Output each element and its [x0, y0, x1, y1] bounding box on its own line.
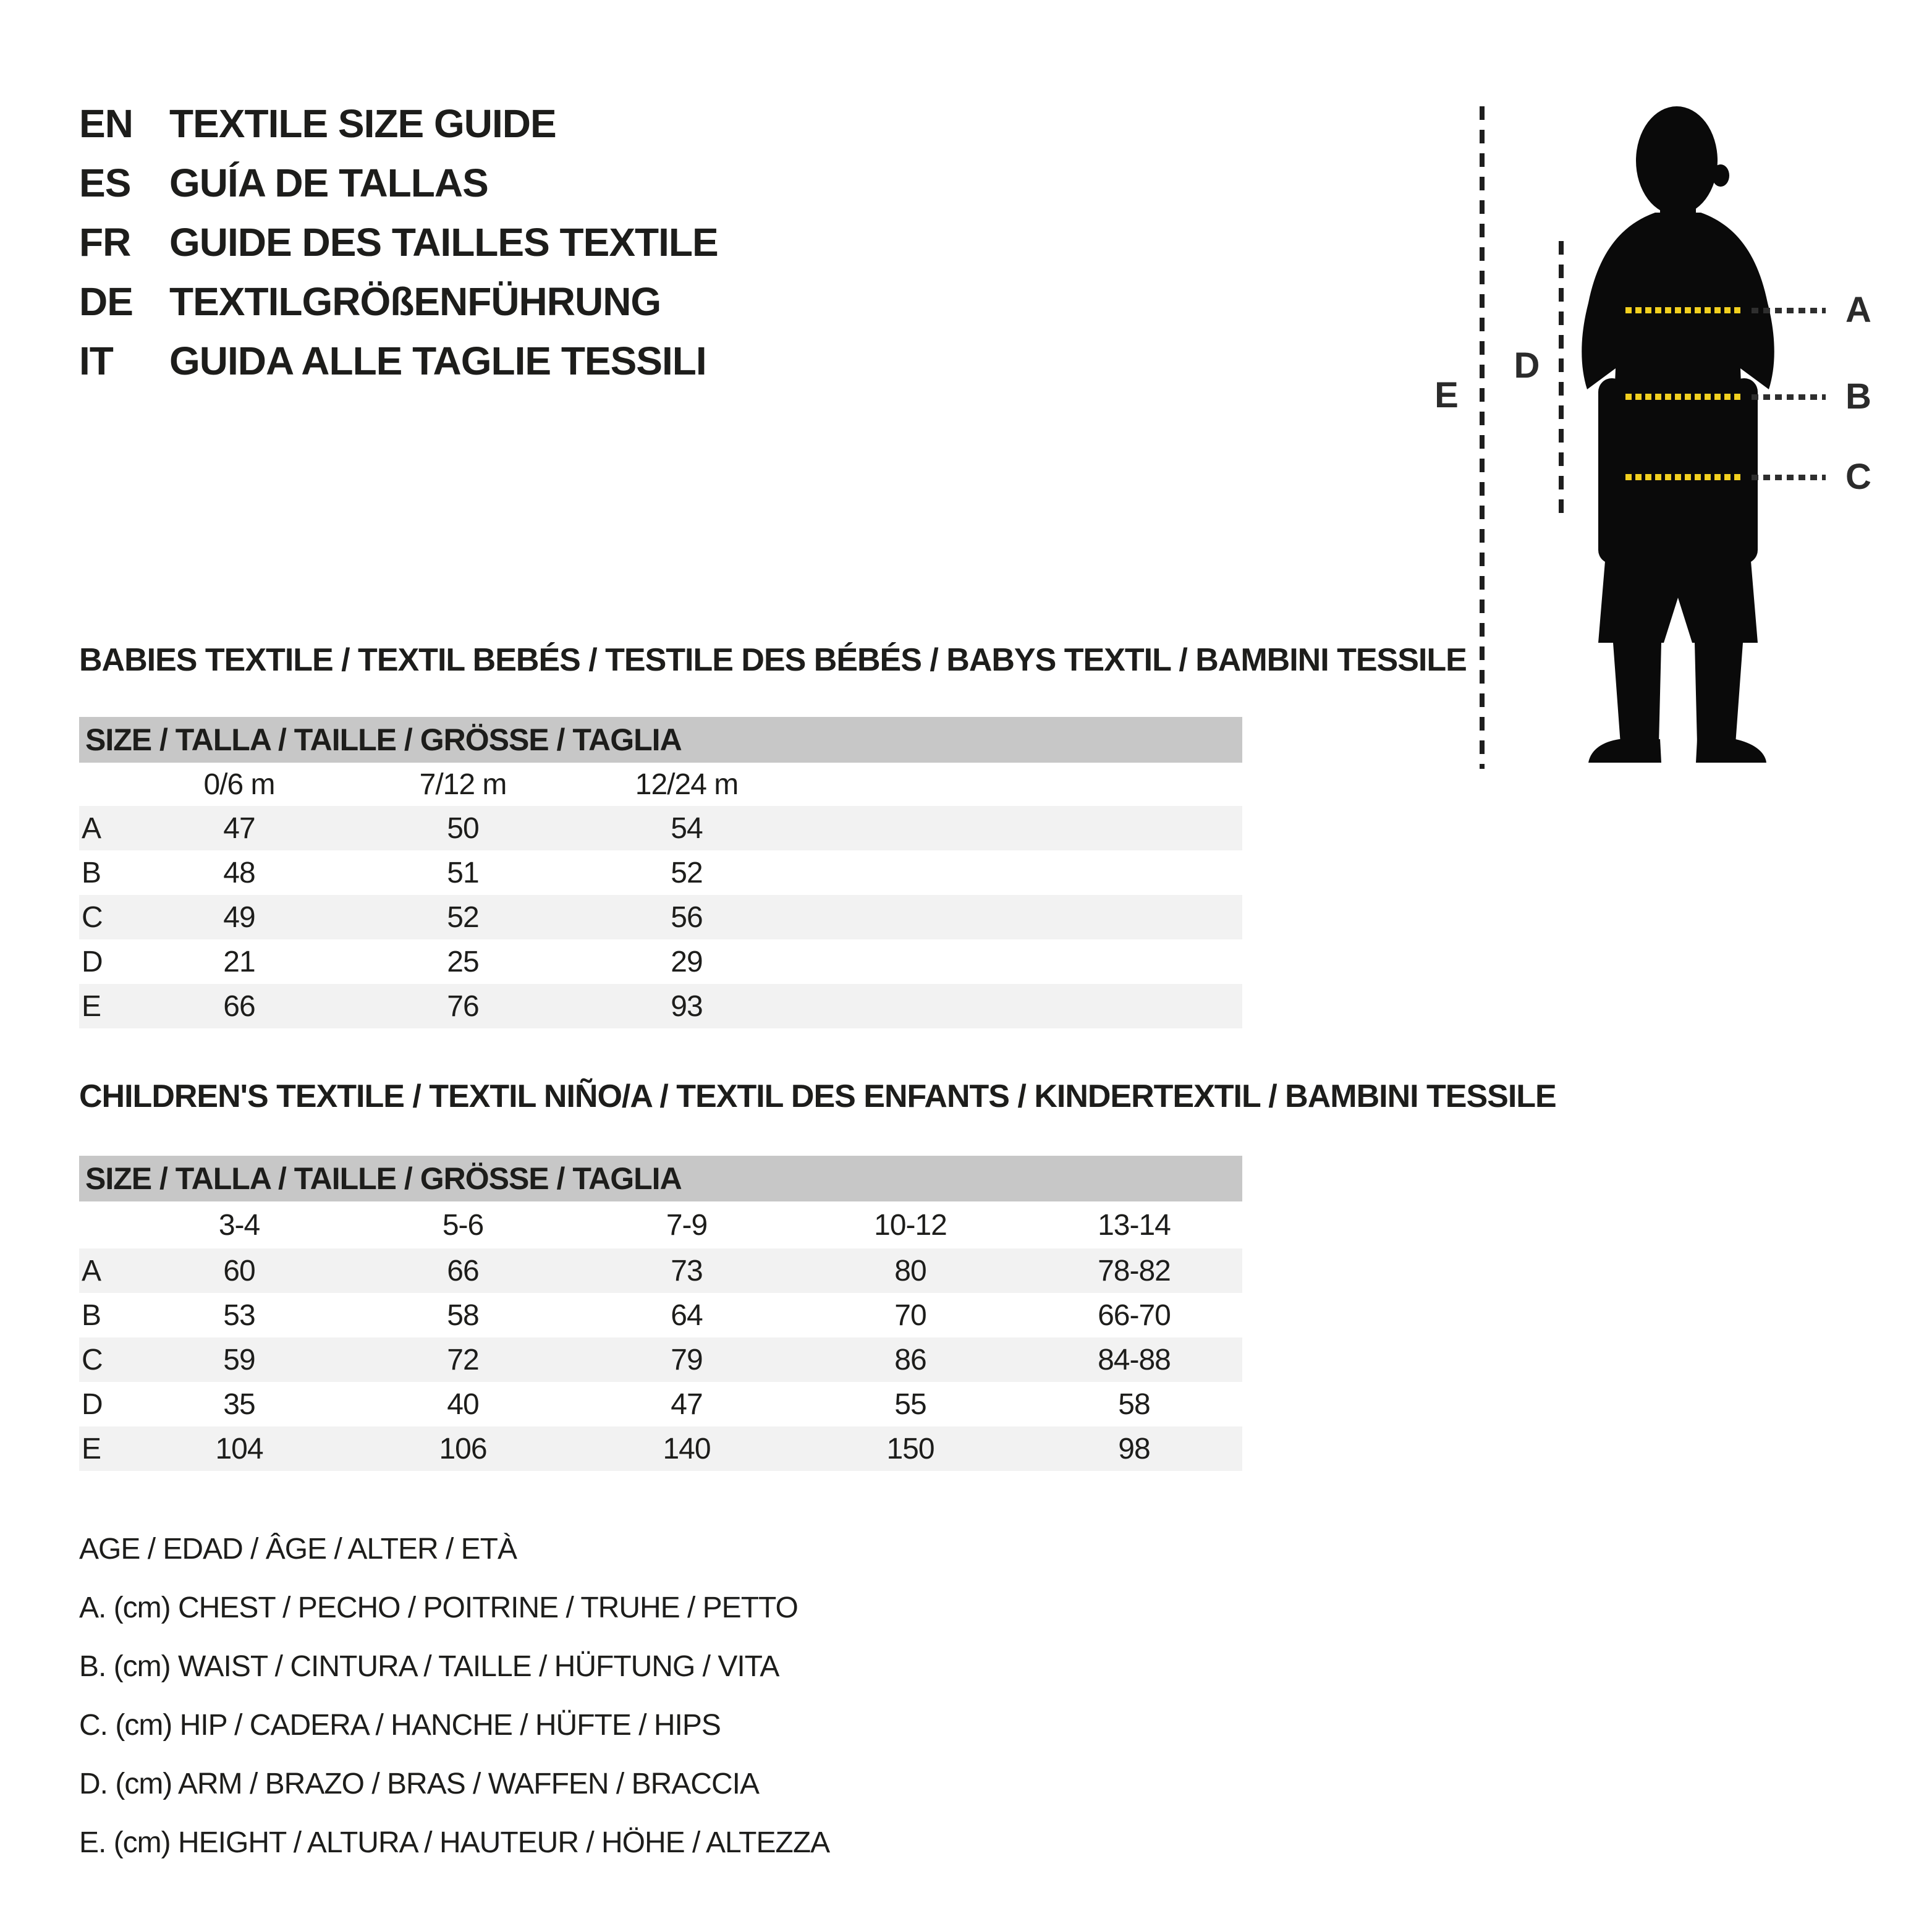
row-letter: A	[82, 1254, 101, 1287]
cell-value: 49	[223, 900, 255, 934]
language-title-de: TEXTILGRÖßENFÜHRUNG	[169, 279, 661, 324]
measurement-legend	[79, 1520, 829, 1872]
row-letter: E	[82, 1432, 101, 1465]
row-letter: C	[82, 1343, 103, 1376]
cell-value: 52	[671, 856, 703, 889]
cell-value: 86	[894, 1343, 926, 1376]
cell-value: 150	[886, 1432, 934, 1465]
arm-measure-line-d	[1559, 241, 1564, 520]
children-section-heading: CHILDREN'S TEXTILE / TEXTIL NIÑO/A / TEXTIL DES ENFANTS / KINDERTEXTIL / BAMBINI TESSILE	[79, 1078, 1556, 1114]
children-colhead-10-12: 10-12	[874, 1208, 947, 1242]
language-code-it: IT	[79, 339, 113, 383]
cell-value: 140	[663, 1432, 711, 1465]
babies-size-header-bar: SIZE / TALLA / TAILLE / GRÖSSE / TAGLIA	[79, 717, 1242, 763]
children-colhead-3-4: 3-4	[218, 1208, 260, 1242]
language-code-de: DE	[79, 279, 133, 324]
table-row	[79, 895, 1242, 939]
cell-value: 66-70	[1098, 1299, 1171, 1332]
cell-value: 29	[671, 945, 703, 978]
babies-colhead-12-24m: 12/24 m	[635, 768, 739, 801]
cell-value: 54	[671, 811, 703, 845]
height-measure-line-e	[1480, 106, 1485, 769]
cell-value: 56	[671, 900, 703, 934]
cell-value: 66	[223, 989, 255, 1023]
cell-value: 93	[671, 989, 703, 1023]
babies-colhead-0-6m: 0/6 m	[203, 768, 275, 801]
chest-dash-yellow-a	[1625, 307, 1742, 313]
legend-item-waist: B. (cm) WAIST / CINTURA / TAILLE / HÜFTUNG / VITA	[79, 1650, 779, 1683]
language-code-fr: FR	[79, 220, 131, 265]
cell-value: 47	[671, 1388, 703, 1421]
cell-value: 104	[215, 1432, 263, 1465]
table-row	[79, 1426, 1242, 1471]
cell-value: 60	[223, 1254, 255, 1287]
language-title-it: GUIDA ALLE TAGLIE TESSILI	[169, 339, 706, 383]
waist-dash-dark-b	[1752, 394, 1826, 400]
children-size-header-bar: SIZE / TALLA / TAILLE / GRÖSSE / TAGLIA	[79, 1156, 1242, 1201]
cell-value: 35	[223, 1388, 255, 1421]
language-title-en: TEXTILE SIZE GUIDE	[169, 101, 556, 146]
cell-value: 73	[671, 1254, 703, 1287]
cell-value: 64	[671, 1299, 703, 1332]
table-row	[79, 806, 1242, 850]
marker-label-a: A	[1845, 290, 1871, 330]
cell-value: 55	[894, 1388, 926, 1421]
cell-value: 72	[447, 1343, 479, 1376]
row-letter: D	[82, 1388, 103, 1421]
cell-value: 47	[223, 811, 255, 845]
waist-dash-yellow-b	[1625, 394, 1742, 400]
cell-value: 79	[671, 1343, 703, 1376]
cell-value: 106	[439, 1432, 487, 1465]
cell-value: 70	[894, 1299, 926, 1332]
row-letter: A	[82, 811, 101, 845]
marker-label-c: C	[1845, 457, 1871, 497]
table-row	[79, 1248, 1242, 1293]
table-row	[79, 984, 1242, 1028]
cell-value: 21	[223, 945, 255, 978]
cell-value: 52	[447, 900, 479, 934]
children-colhead-7-9: 7-9	[666, 1208, 708, 1242]
table-row	[79, 850, 1242, 895]
row-letter: C	[82, 900, 103, 934]
babies-size-table	[79, 763, 1242, 1028]
table-row	[79, 1293, 1242, 1337]
hip-dash-yellow-c	[1625, 474, 1742, 480]
table-row	[79, 1382, 1242, 1426]
row-letter: E	[82, 989, 101, 1023]
row-letter: B	[82, 856, 101, 889]
chest-dash-dark-a	[1752, 308, 1826, 313]
cell-value: 66	[447, 1254, 479, 1287]
language-code-en: EN	[79, 101, 133, 146]
cell-value: 58	[447, 1299, 479, 1332]
table-row	[79, 939, 1242, 984]
measurement-diagram	[0, 0, 1932, 816]
cell-value: 40	[447, 1388, 479, 1421]
row-letter: B	[82, 1299, 101, 1332]
babies-column-header-row	[79, 763, 1242, 806]
children-colhead-5-6: 5-6	[442, 1208, 484, 1242]
marker-label-e: E	[1434, 375, 1458, 415]
cell-value: 76	[447, 989, 479, 1023]
cell-value: 51	[447, 856, 479, 889]
child-silhouette-illustration	[1576, 106, 1780, 769]
legend-item-hip: C. (cm) HIP / CADERA / HANCHE / HÜFTE / HIPS	[79, 1709, 721, 1742]
babies-section-heading: BABIES TEXTILE / TEXTIL BEBÉS / TESTILE DES BÉBÉS / BABYS TEXTIL / BAMBINI TESSILE	[79, 642, 1467, 678]
table-row	[79, 1337, 1242, 1382]
cell-value: 78-82	[1098, 1254, 1171, 1287]
marker-label-d: D	[1514, 345, 1540, 386]
cell-value: 48	[223, 856, 255, 889]
cell-value: 59	[223, 1343, 255, 1376]
cell-value: 25	[447, 945, 479, 978]
row-letter: D	[82, 945, 103, 978]
language-title-fr: GUIDE DES TAILLES TEXTILE	[169, 220, 718, 265]
cell-value: 50	[447, 811, 479, 845]
legend-item-chest: A. (cm) CHEST / PECHO / POITRINE / TRUHE / PETTO	[79, 1591, 798, 1624]
hip-dash-dark-c	[1752, 475, 1826, 480]
babies-colhead-7-12m: 7/12 m	[419, 768, 507, 801]
children-size-table	[79, 1201, 1242, 1471]
children-column-header-row	[79, 1201, 1242, 1248]
language-title-es: GUÍA DE TALLAS	[169, 161, 488, 205]
cell-value: 53	[223, 1299, 255, 1332]
legend-age-line: AGE / EDAD / ÂGE / ALTER / ETÀ	[79, 1533, 517, 1566]
legend-item-arm: D. (cm) ARM / BRAZO / BRAS / WAFFEN / BRACCIA	[79, 1768, 759, 1800]
children-colhead-13-14: 13-14	[1098, 1208, 1171, 1242]
cell-value: 98	[1118, 1432, 1150, 1465]
cell-value: 80	[894, 1254, 926, 1287]
legend-item-height: E. (cm) HEIGHT / ALTURA / HAUTEUR / HÖHE / ALTEZZA	[79, 1826, 830, 1859]
marker-label-b: B	[1845, 376, 1871, 417]
cell-value: 58	[1118, 1388, 1150, 1421]
language-code-es: ES	[79, 161, 131, 205]
cell-value: 84-88	[1098, 1343, 1171, 1376]
